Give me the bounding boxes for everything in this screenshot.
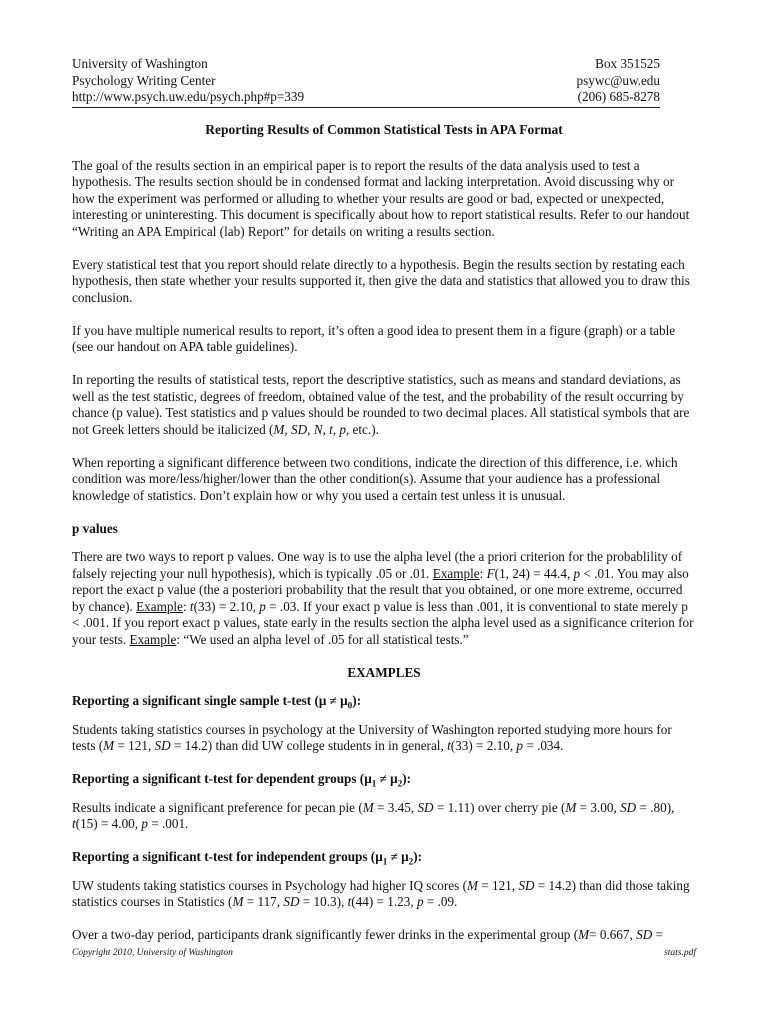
- stat-symbol: p: [259, 598, 266, 614]
- example-label: Example: [432, 565, 480, 581]
- copyright-line: Copyright 2010, University of Washington: [72, 948, 233, 958]
- independent-groups-heading: [72, 849, 696, 866]
- stat-symbol: t: [447, 738, 451, 753]
- figures-paragraph: If you have multiple numerical results to report, it’s often a good idea to present them in a figure (graph) or a table (see our handout on APA table guidelines).: [72, 322, 676, 354]
- text-run: ≠ μ: [387, 849, 409, 864]
- subscript: 0: [347, 700, 353, 711]
- p-values-paragraph: [72, 549, 696, 648]
- text-run: = .001.: [147, 816, 189, 831]
- text-run: = 3.45,: [373, 799, 418, 815]
- stat-symbol: p: [416, 894, 424, 909]
- letterhead-row: [72, 89, 660, 106]
- text-run: (1, 24) = 44.4,: [494, 565, 574, 581]
- website-url[interactable]: http://www.psych.uw.edu/psych.php#p=339: [72, 89, 305, 104]
- stat-symbol: p: [141, 816, 148, 831]
- text-run: = 10.3),: [299, 894, 348, 909]
- stat-symbol: SD: [518, 877, 535, 893]
- stat-symbol: M: [362, 799, 374, 815]
- text-run: UW students taking statistics courses in Psychology had higher IQ scores (: [72, 877, 467, 893]
- subscript: 1: [371, 778, 377, 789]
- text-run: ):: [413, 849, 423, 864]
- text-run: = 14.2) than did those taking statistics courses in Statistics (: [72, 877, 690, 909]
- text-run: = .03. If your exact p value is less than .001, it is conventional to state merely p < .001. If you report exact p values, state early in the results section the alpha level used as a significance criterion for your tests.: [72, 598, 694, 647]
- letterhead-row: [72, 56, 660, 73]
- stat-symbol: t: [347, 894, 352, 909]
- independent-groups-example: [72, 878, 696, 911]
- stat-symbols: M, SD, N, t, p,: [273, 421, 350, 437]
- text-run: ):: [402, 771, 412, 786]
- hypothesis-paragraph: Every statistical test that you report should relate directly to a hypothesis. Begin the results section by restating each hypothesis, then state whether your results supported it, then give the data and statistics that allowed you to draw this conclusion.: [72, 256, 690, 305]
- text-run: :: [479, 565, 487, 581]
- stat-symbol: M: [578, 927, 590, 942]
- text-run: = 121,: [477, 877, 519, 893]
- phone-number: (206) 685-8278: [577, 89, 660, 104]
- text-run: = .034.: [523, 738, 564, 753]
- stat-symbol: M: [466, 877, 478, 893]
- text-run: < .01. You may also report the exact p value (the a posteriori probability that the result that you obtained, or one more extreme, occurred by chance).: [72, 565, 689, 614]
- example-label: Example: [136, 598, 183, 614]
- text-run: (33) = 2.10,: [450, 738, 517, 753]
- text-run: Reporting a significant t-test for dependent groups (μ: [72, 771, 372, 786]
- text-run: etc.).: [349, 421, 379, 437]
- letterhead-row: [72, 73, 660, 90]
- university-name: University of Washington: [72, 56, 208, 71]
- stat-symbol: p: [516, 738, 524, 753]
- email-address[interactable]: psywc@uw.edu: [576, 72, 660, 88]
- text-run: ):: [352, 693, 362, 708]
- text-run: = .09.: [423, 894, 458, 909]
- text-run: There are two ways to report p values. One way is to use the alpha level (the a priori criterion for the probablility of falsely rejecting your null hypothesis), which is typically .05 or .01.: [72, 549, 683, 581]
- text-run: (44) = 1.23,: [351, 894, 417, 909]
- file-name: stats.pdf: [664, 948, 696, 958]
- text-run: :: [182, 598, 190, 614]
- text-run: : “We used an alpha level of .05 for all statistical tests.”: [176, 631, 469, 647]
- text-run: =: [652, 927, 663, 942]
- subscript: 1: [382, 856, 388, 867]
- text-run: = 0.667,: [589, 927, 637, 942]
- example-label: Example: [129, 631, 177, 647]
- stat-symbol: t: [189, 598, 194, 614]
- stat-symbol: SD: [283, 894, 300, 909]
- box-number: Box 351525: [595, 56, 660, 71]
- center-name: Psychology Writing Center: [72, 72, 216, 88]
- text-run: = 117,: [243, 894, 284, 909]
- stat-symbol: SD: [154, 738, 171, 753]
- text-run: = .80),: [636, 799, 675, 815]
- stat-symbol: F: [486, 565, 495, 581]
- text-run: Reporting a significant t-test for independent groups (μ: [72, 849, 383, 864]
- text-run: Over a two-day period, participants drank significantly fewer drinks in the experimental group (: [72, 927, 579, 942]
- text-run: (15) = 4.00,: [75, 816, 142, 831]
- letterhead: [72, 56, 660, 108]
- document-title: Reporting Results of Common Statistical Tests in APA Format: [205, 122, 563, 137]
- subscript: 2: [408, 856, 414, 867]
- subscript: 2: [397, 778, 403, 789]
- stat-symbol: M: [565, 799, 577, 815]
- text-run: In reporting the results of statistical tests, report the descriptive statistics, such as means and standard deviations, as well as the test statistic, degrees of freedom, obtained value of the test, and the probability of the result occurring by chance (p value). Test statistics and p values should be rounded to two decimal places. All statistical symbols that are not Greek letters should be italicized (: [72, 372, 690, 437]
- single-sample-example: [72, 722, 696, 755]
- single-sample-heading: [72, 693, 696, 710]
- text-run: Reporting a significant single sample t-test (μ ≠ μ: [72, 693, 348, 708]
- text-run: (33) = 2.10,: [193, 598, 260, 614]
- stat-symbol: p: [573, 565, 581, 581]
- text-run: = 1.11) over cherry pie (: [433, 799, 566, 815]
- examples-heading: EXAMPLES: [347, 664, 421, 680]
- text-run: = 3.00,: [576, 799, 621, 815]
- stat-symbol: SD: [620, 799, 637, 815]
- stat-symbol: t: [72, 816, 76, 831]
- text-run: Results indicate a significant preference for pecan pie (: [72, 799, 363, 815]
- descriptive-stats-paragraph: [72, 372, 696, 438]
- p-values-heading: p values: [72, 520, 118, 536]
- text-run: = 121,: [114, 738, 155, 753]
- stat-symbol: SD: [636, 927, 653, 942]
- intro-paragraph: The goal of the results section in an empirical paper is to report the results of the data analysis used to test a hypothesis. The results section should be in condensed format and lacking interpretation. Avoid discussing why or how the experiment was performed or alluding to whether your results are good or bad, expected or unexpected, interesting or uninteresting. This document is specifically about how to report statistical results. Refer to our handout “Writing an APA Empirical (lab) Report” for details on writing a results section.: [72, 157, 690, 239]
- stat-symbol: SD: [417, 799, 434, 815]
- stat-symbol: M: [103, 738, 115, 753]
- stat-symbol: M: [232, 894, 244, 909]
- page-footer: [72, 948, 696, 958]
- text-run: = 14.2) than did UW college students in in general,: [170, 738, 448, 753]
- document-body: [72, 122, 696, 960]
- dependent-groups-heading: [72, 771, 696, 788]
- text-run: ≠ μ: [376, 771, 398, 786]
- dependent-groups-example: [72, 800, 696, 833]
- direction-paragraph: When reporting a significant difference between two conditions, indicate the direction of this difference, i.e. which condition was more/less/higher/lower than the other condition(s). Assume that your audience has a professional knowledge of statistics. Don’t explain how or why you used a certain test unless it is unusual.: [72, 454, 678, 503]
- two-day-example: [72, 927, 696, 944]
- text-run: Students taking statistics courses in psychology at the University of Washington reported studying more hours for tests (: [72, 721, 672, 753]
